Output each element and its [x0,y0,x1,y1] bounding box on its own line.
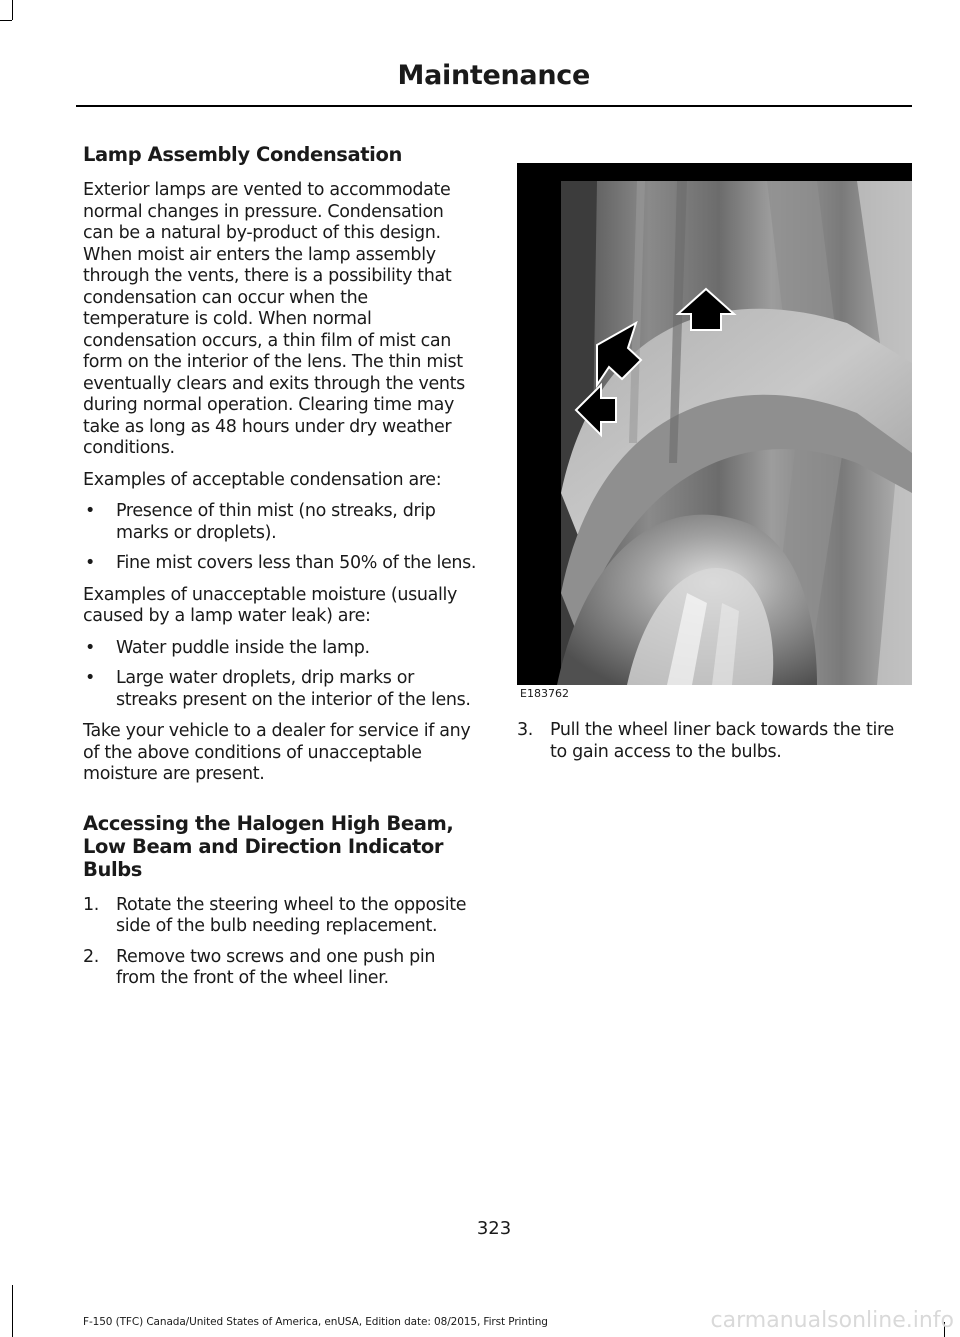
bullet-marker: • [85,637,95,658]
wheel-liner-illustration [517,163,912,685]
page-number: 323 [476,1218,512,1239]
step-item: 3. Pull the wheel liner back towards the tire to gain access to the bulbs. [517,720,894,762]
crop-mark-bottom-left-vertical [12,1285,13,1337]
steps-list [83,895,478,990]
paragraph-dealer-note: Take your vehicle to a dealer for service if any of the above conditions of unacceptable moisture are present. [83,721,471,784]
figure-code: E183762 [520,687,569,700]
right-column [517,163,912,773]
list-item: • Water puddle inside the lamp. [85,637,370,658]
paragraph-unacceptable-intro: Examples of unacceptable moisture (usually caused by a lamp water leak) are: [83,584,458,626]
heading-lamp-condensation: Lamp Assembly Condensation [83,143,402,166]
step-number: 2. [83,946,99,967]
watermark: carmanualsonline.info [710,1308,954,1333]
section-title: Maintenance [397,60,590,91]
paragraph-acceptable-intro: Examples of acceptable condensation are: [83,469,442,490]
bullet-marker: • [85,501,95,521]
unacceptable-list [83,638,478,712]
bullet-marker: • [85,553,95,573]
step-item: 2. Remove two screws and one push pin from the front of the wheel liner. [83,946,436,988]
header-divider [76,105,912,107]
acceptable-list [83,501,478,575]
crop-mark-top-left-vertical [12,0,13,20]
steps-list-continued [517,720,912,763]
heading-accessing-bulbs: Accessing the Halogen High Beam, Low Beam and Direction Indicator Bulbs [83,811,454,881]
list-item: • Fine mist covers less than 50% of the lens. [85,553,477,573]
list-item: • Large water droplets, drip marks or streaks present on the interior of the lens. [85,668,471,710]
crop-mark-top-left-horizontal [0,20,12,21]
paragraph-condensation-intro: Exterior lamps are vented to accommodate normal changes in pressure. Condensation can be a natural by-product of this design. When moist air enters the lamp assembly through the vents, there is a possibility that condensation can occur when the temperature is cold. When normal condensation occurs, a thin film of mist can form on the interior of the lens. The thin mist eventually clears and exits through the vents during normal operation. Clearing time may take as long as 48 hours under dry weather conditions. [83,180,465,458]
wheel-liner-image [517,163,912,685]
step-number: 1. [83,894,99,915]
step-item: 1. Rotate the steering wheel to the opposite side of the bulb needing replacement. [83,894,467,936]
step-number: 3. [517,720,533,740]
list-item: • Presence of thin mist (no streaks, drip marks or droplets). [85,501,436,543]
left-column [83,143,478,1000]
bullet-marker: • [85,668,95,688]
footer-edition-info: F-150 (TFC) Canada/United States of America, enUSA, Edition date: 08/2015, First Printing [83,1316,548,1328]
